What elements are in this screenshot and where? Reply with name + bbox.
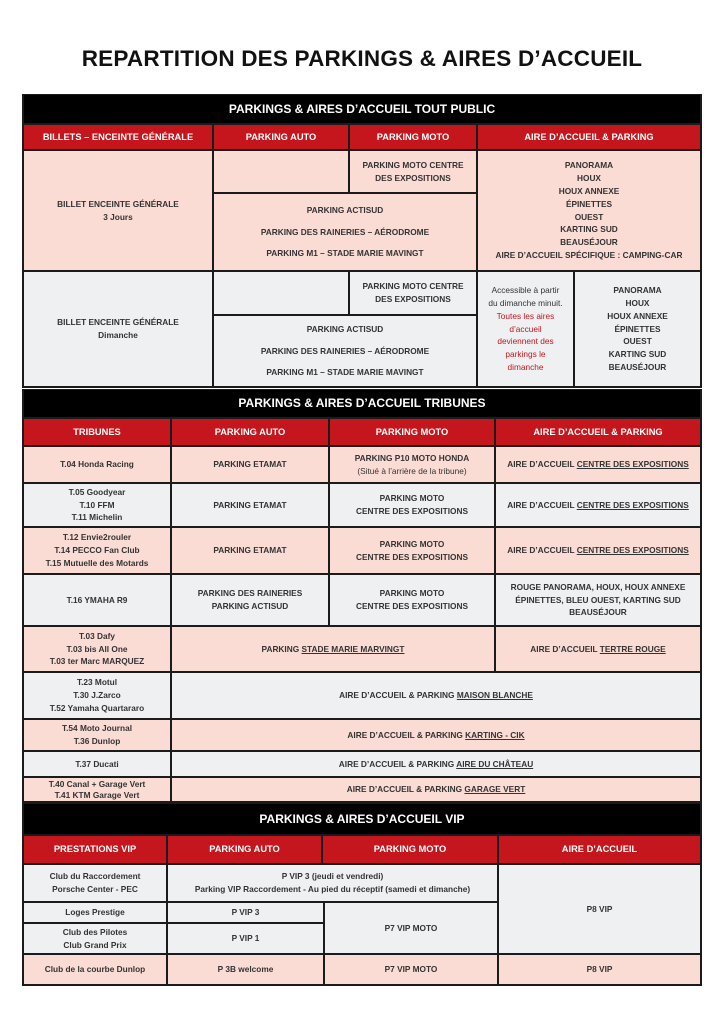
tribune-cell: T.04 Honda Racing <box>24 447 170 482</box>
aire-parking-cell: AIRE D’ACCUEIL & PARKING AIRE DU CHÂTEAU <box>172 752 700 776</box>
moto-cell: PARKING P10 MOTO HONDA (Situé à l’arrière de la tribune) <box>330 447 494 482</box>
vip-auto: P VIP 3 <box>168 903 323 922</box>
column-header: AIRE D’ACCUEIL & PARKING <box>478 125 700 149</box>
column-header: AIRE D’ACCUEIL & PARKING <box>496 419 700 445</box>
aire-cell: AIRE D’ACCUEIL CENTRE DES EXPOSITIONS <box>496 447 700 482</box>
vip-parking: P VIP 3 (jeudi et vendredi) Parking VIP Raccordement - Au pied du réceptif (samedi et dimanche) <box>168 865 497 901</box>
auto-cell: PARKING ETAMAT <box>172 484 328 526</box>
vip-moto: P7 VIP MOTO <box>325 955 497 984</box>
parking-cell: PARKING STADE MARIE MARVINGT <box>172 627 494 671</box>
vip-aire: P8 VIP <box>499 955 700 984</box>
tribune-cell: T.12 Envie2rouler T.14 PECCO Fan Club T.15 Mutuelle des Motards <box>24 528 170 573</box>
auto-cell: PARKING ETAMAT <box>172 447 328 482</box>
vip-prestation: Club des Pilotes Club Grand Prix <box>24 924 166 953</box>
column-header: PARKING MOTO <box>323 836 497 863</box>
auto-cell: PARKING DES RAINERIES PARKING ACTISUD <box>172 575 328 625</box>
section-vip <box>22 803 702 986</box>
parking-list: PARKING ACTISUD PARKING DES RAINERIES – AÉRODROME PARKING M1 – STADE MARIE MAVINGT <box>214 316 476 386</box>
section-title: PARKINGS & AIRES D’ACCUEIL TOUT PUBLIC <box>24 95 700 123</box>
moto-cell: PARKING MOTO CENTRE DES EXPOSITIONS <box>330 575 494 625</box>
parking-list: PARKING ACTISUD PARKING DES RAINERIES – AÉRODROME PARKING M1 – STADE MARIE MAVINGT <box>214 194 476 270</box>
sunday-note: Accessible à partir du dimanche minuit. Toutes les aires d’accueil deviennent des parkings le dimanche <box>478 272 573 386</box>
column-header: TRIBUNES <box>24 419 170 445</box>
aires-list: PANORAMA HOUX HOUX ANNEXE ÉPINETTES OUEST KARTING SUD BEAUSÉJOUR <box>575 272 700 386</box>
aire-cell: AIRE D’ACCUEIL CENTRE DES EXPOSITIONS <box>496 484 700 526</box>
moto-cell: PARKING MOTO CENTRE DES EXPOSITIONS <box>350 151 476 192</box>
aire-parking-cell: AIRE D’ACCUEIL & PARKING MAISON BLANCHE <box>172 673 700 718</box>
section-title: PARKINGS & AIRES D’ACCUEIL VIP <box>24 804 700 834</box>
column-header: AIRE D’ACCUEIL <box>499 836 700 863</box>
tribune-cell: T.03 Dafy T.03 bis All One T.03 ter Marc MARQUEZ <box>24 627 170 671</box>
vip-aire: P8 VIP <box>499 865 700 953</box>
tribune-cell: T.23 Motul T.30 J.Zarco T.52 Yamaha Quartararo <box>24 673 170 718</box>
vip-moto: P7 VIP MOTO <box>325 903 497 953</box>
page-title: REPARTITION DES PARKINGS & AIRES D’ACCUEIL <box>81 46 643 71</box>
section-tout-public <box>22 94 702 388</box>
aire-parking-cell: AIRE D’ACCUEIL & PARKING GARAGE VERT <box>172 778 700 801</box>
moto-cell: PARKING MOTO CENTRE DES EXPOSITIONS <box>330 484 494 526</box>
ticket-cell: BILLET ENCEINTE GÉNÉRALE 3 Jours <box>24 151 212 270</box>
vip-auto: P VIP 1 <box>168 924 323 953</box>
aire-cell: ROUGE PANORAMA, HOUX, HOUX ANNEXE ÉPINETTES, BLEU OUEST, KARTING SUD BEAUSÉJOUR <box>496 575 700 625</box>
column-header: PARKING AUTO <box>172 419 328 445</box>
column-header: PARKING MOTO <box>350 125 476 149</box>
column-header: PARKING MOTO <box>330 419 494 445</box>
empty-cell <box>214 151 348 192</box>
aire-cell: AIRE D’ACCUEIL CENTRE DES EXPOSITIONS <box>496 528 700 573</box>
section-tribunes <box>22 389 702 803</box>
aire-parking-cell: AIRE D’ACCUEIL & PARKING KARTING - CIK <box>172 720 700 750</box>
column-header: PRESTATIONS VIP <box>24 836 166 863</box>
tribune-cell: T.40 Canal + Garage Vert T.41 KTM Garage Vert <box>24 778 170 801</box>
vip-prestation: Club du Raccordement Porsche Center - PEC <box>24 865 166 901</box>
aire-cell: AIRE D’ACCUEIL TERTRE ROUGE <box>496 627 700 671</box>
aires-list: PANORAMA HOUX HOUX ANNEXE ÉPINETTES OUEST KARTING SUD BEAUSÉJOUR AIRE D’ACCUEIL SPÉCIFIQUE : CAMPING-CAR <box>478 151 700 270</box>
vip-prestation: Loges Prestige <box>24 903 166 922</box>
empty-cell <box>214 272 348 314</box>
column-header: BILLETS – ENCEINTE GÉNÉRALE <box>24 125 212 149</box>
tribune-cell: T.37 Ducati <box>24 752 170 776</box>
vip-auto: P 3B welcome <box>168 955 323 984</box>
tribune-cell: T.16 YMAHA R9 <box>24 575 170 625</box>
tribune-cell: T.54 Moto Journal T.36 Dunlop <box>24 720 170 750</box>
auto-cell: PARKING ETAMAT <box>172 528 328 573</box>
ticket-cell: BILLET ENCEINTE GÉNÉRALE Dimanche <box>24 272 212 386</box>
column-header: PARKING AUTO <box>168 836 321 863</box>
vip-prestation: Club de la courbe Dunlop <box>24 955 166 984</box>
section-title: PARKINGS & AIRES D’ACCUEIL TRIBUNES <box>24 390 700 417</box>
column-header: PARKING AUTO <box>214 125 348 149</box>
moto-cell: PARKING MOTO CENTRE DES EXPOSITIONS <box>330 528 494 573</box>
tribune-cell: T.05 Goodyear T.10 FFM T.11 Michelin <box>24 484 170 526</box>
moto-cell: PARKING MOTO CENTRE DES EXPOSITIONS <box>350 272 476 314</box>
